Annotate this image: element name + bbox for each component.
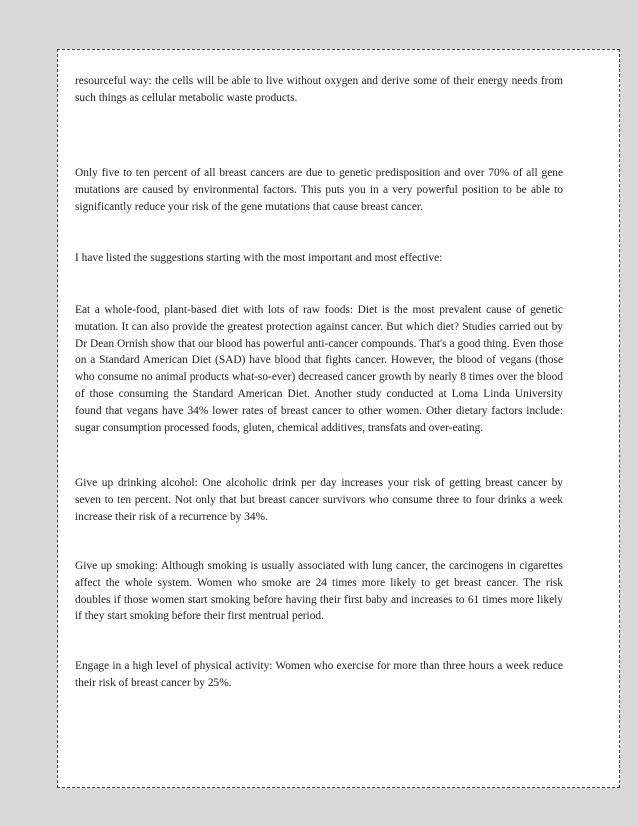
- paragraph-intro-continuation: resourceful way: the cells will be able to live without oxygen and derive some of their energy needs from such things as cellular metabolic waste products.: [75, 75, 563, 104]
- paragraph-diet: Eat a whole-food, plant-based diet with lots of raw foods: Diet is the most prevalent cause of genetic mutation. It can also provide the greatest protection against cancer. But which diet? Studies carried out by Dr Dean Ornish show that our blood has powerful anti-cancer compounds. That's a good thing. Even those on a Standard American Diet (SAD) have blood that fights cancer. However, the blood of vegans (those who consume no animal products what-so-ever) decreased cancer growth by nearly 8 times over the blood of those consuming the Standard American Diet. Another study conducted at Loma Linda University found that vegans have 34% lower rates of breast cancer to other women. Other dietary factors include: sugar consumption processed foods, gluten, chemical additives, transfats and over-eating.: [75, 304, 563, 434]
- paragraph-smoking: Give up smoking: Although smoking is usually associated with lung cancer, the carcinogens in cigarettes affect the whole system. Women who smoke are 24 times more likely to get breast cancer. The risk doubles if those women start smoking before having their first baby and increases to 61 times more likely if they start smoking before their first mentrual period.: [75, 560, 563, 623]
- paragraph-alcohol: Give up drinking alcohol: One alcoholic drink per day increases your risk of getting breast cancer by seven to ten percent. Not only that but breast cancer survivors who consume three to four drinks a week increase their risk of a recurrence by 34%.: [75, 477, 563, 523]
- paragraph-genetic-predisposition: Only five to ten percent of all breast cancers are due to genetic predisposition and over 70% of all gene mutations are caused by environmental factors. This puts you in a very powerful position to be able to significantly reduce your risk of the gene mutations that cause breast cancer.: [75, 167, 563, 213]
- document-page: [57, 49, 620, 788]
- paragraph-suggestions-intro: I have listed the suggestions starting with the most important and most effective:: [75, 252, 443, 264]
- paragraph-physical-activity: Engage in a high level of physical activity: Women who exercise for more than three hours a week reduce their risk of breast cancer by 25%.: [75, 660, 563, 689]
